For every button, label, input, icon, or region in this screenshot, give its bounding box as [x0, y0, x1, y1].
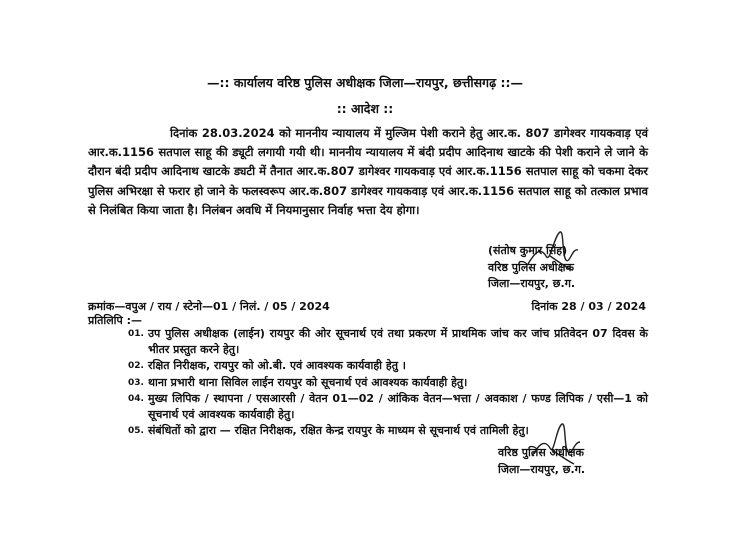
list-item: [128, 358, 648, 374]
list-item-number: 04.: [128, 393, 144, 404]
signatory-designation: वरिष्ठ पुलिस अधीक्षक: [498, 446, 584, 459]
list-item-text: संबंधितों को द्वारा — रक्षित निरीक्षक, रक्षित केन्द्र रायपुर के माध्यम से सूचनार्थ एवं तामिली हेतु।: [148, 424, 529, 438]
signatory-district: जिला—रायपुर, छ.ग.: [488, 277, 576, 290]
copy-to-list: [128, 326, 648, 439]
copy-to-label: प्रतिलिपि :—: [88, 314, 143, 327]
reference-number: क्रमांक—वपुअ / राय / स्टेनो—01 / निलं. / 05 / 2024: [88, 300, 330, 313]
signature-block-top: [488, 243, 575, 293]
signatory-designation: वरिष्ठ पुलिस अधीक्षक: [488, 260, 574, 274]
list-item-text: मुख्य लिपिक / स्थापना / एसआरसी / वेतन 01—02 / आंकिक वेतन—भत्ता / अवकाश / फण्ड लिपिक / एसी—1 को सूचनार्थ एवं आवश्यक कार्यवाही हेतु।: [148, 391, 648, 422]
office-title: —:: कार्यालय वरिष्ठ पुलिस अधीक्षक जिला—रायपुर, छत्तीसगढ़ ::—: [207, 75, 523, 90]
list-item-number: 01.: [128, 329, 144, 339]
list-item-number: 05.: [128, 426, 144, 437]
list-item: [128, 423, 648, 439]
list-item: [128, 326, 648, 358]
signatory-name: (संतोष कुमार सिंह): [488, 244, 568, 257]
signature-block-bottom: [498, 445, 585, 478]
order-title: :: आदेश ::: [336, 101, 394, 116]
signatory-district: जिला—रायपुर, छ.ग.: [498, 462, 586, 476]
order-paragraph-text: दिनांक 28.03.2024 को माननीय न्यायालय में मुल्जिम पेशी कराने हेतु आर.क. 807 डागेश्वर गायकवाड़ एवं आर.क.1156 सतपाल साहू की ड्यूटी लगायी गयी थी। माननीय न्यायालय में बंदी प्रदीप आदिनाथ खाटके की पेशी कराने ले जाने के दौरान बंदी प्रदीप आदिनाथ खाटके ड्यटी में तैनात आर.क.807 डागेश्वर गायकवाड़ एवं आर.क.1156 सतपाल साहू को चकमा देकर पुलिस अभिरक्षा से फरार हो जाने के फलस्वरूप आर.क.807 डागेश्वर गायकवाड़ एवं आर.क.1156 सतपाल साहू को तत्काल प्रभाव से निलंबित किया जाता है। निलंबन अवधि में नियमानुसार निर्वाह भत्ता देय होगा।: [88, 126, 648, 217]
list-item: [128, 391, 648, 423]
list-item: [128, 375, 648, 391]
list-item-number: 03.: [128, 377, 144, 388]
list-item-text: थाना प्रभारी थाना सिविल लाईन रायपुर को सूचनार्थ एवं आवश्यक कार्यवाही हेतु।: [148, 375, 468, 389]
order-paragraph: [88, 124, 648, 220]
list-item-number: 02.: [128, 361, 144, 372]
reference-date: दिनांक 28 / 03 / 2024: [531, 300, 646, 313]
list-item-text: उप पुलिस अधीक्षक (लाईन) रायपुर की ओर सूचनार्थ एवं तथा प्रकरण में प्राथमिक जांच कर जांच प्रतिवेदन 07 दिवस के भीतर प्रस्तुत करने हेतु।: [148, 327, 648, 357]
list-item-text: रक्षित निरीक्षक, रायपुर को ओ.बी. एवं आवश्यक कार्यवाही हेतु ।: [148, 359, 406, 373]
